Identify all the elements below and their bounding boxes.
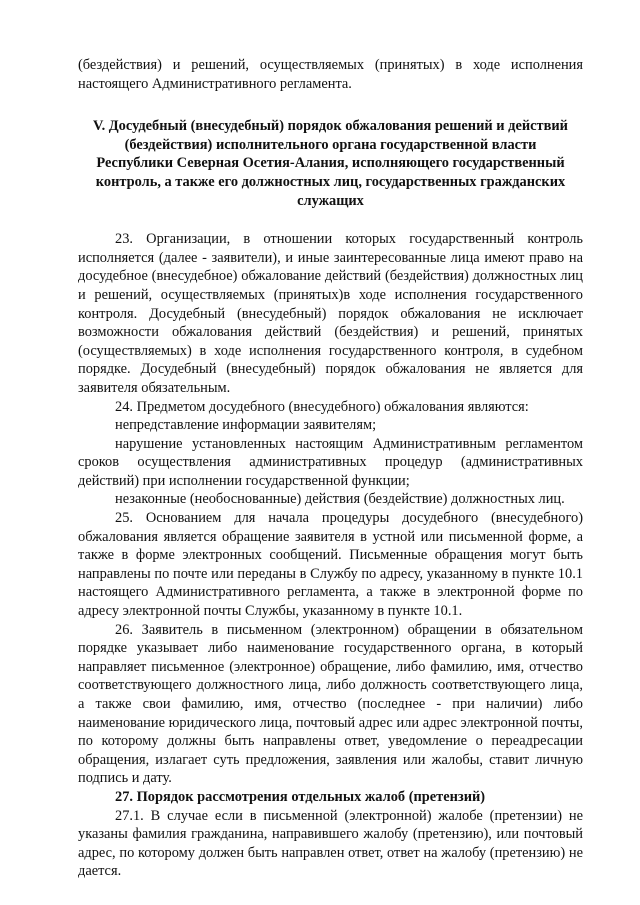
list-item-24a: непредставление информации заявителям; <box>115 417 377 434</box>
subheading-27: 27. Порядок рассмотрения отдельных жалоб (претензий) <box>115 788 486 805</box>
list-item-24c: незаконные (необоснованные) действия (бездействие) должностных лиц. <box>115 491 565 508</box>
paragraph-24: 24. Предметом досудебного (внесудебного) обжалования являются: <box>115 398 529 415</box>
paragraph-25: 25. Основанием для начала процедуры досудебного (внесудебного) обжалования является обращение заявителя в устной или письменной форме, а также в форме электронных сообщений. Письменные обращения могут быть направлены по почте или переданы в Службу по адресу, указанному в пункте 10.1 настоящего Административного регламента, а также в электронной форме по адресу электронной почты Службы, указанному в пункте 10.1. <box>78 510 583 620</box>
document-page <box>78 56 583 881</box>
paragraph-27-1: 27.1. В случае если в письменной (электронной) жалобе (претензии) не указаны фамилия гражданина, направившего жалобу (претензию), или почтовый адрес, по которому должен быть направлен ответ, ответ на жалобу (претензию) не дается. <box>78 807 583 880</box>
paragraph-23: 23. Организации, в отношении которых государственный контроль исполняется (далее - заявители), и иные заинтересованные лица имеют право на досудебное (внесудебное) обжалование действий (бездействия) должностных лиц и решений, осуществляемых (принятых)в ходе исполнения государственного контроля. Досудебный (внесудебный) порядок обжалования не исключает возможности обжалования действий (бездействия) и решений, принятых (осуществляемых) в ходе исполнения государственного контроля, в судебном порядке. Досудебный (внесудебный) порядок обжалования не является для заявителя обязательным. <box>78 231 583 396</box>
section-heading: V. Досудебный (внесудебный) порядок обжалования решений и действий (бездействия) исполнительного органа государственной власти Республики Северная Осетия-Алания, исполняющего государственный контроль, а также его должностных лиц, государственных гражданских служащих <box>93 118 568 209</box>
paragraph-26: 26. Заявитель в письменном (электронном) обращении в обязательном порядке указывает либо наименование государственного органа, в который направляет письменное (электронное) обращение, либо фамилию, имя, отчество соответствующего должностного лица, либо должность соответствующего лица, а также свои фамилию, имя, отчество (последнее - при наличии) либо наименование юридического лица, почтовый адрес или адрес электронной почты, по которому должны быть направлены ответ, уведомление о переадресации обращения, излагает суть предложения, заявления или жалобы, ставит личную подпись и дату. <box>78 621 583 787</box>
paragraph-continuation: (бездействия) и решений, осуществляемых (принятых) в ходе исполнения настоящего Административного регламента. <box>78 57 583 92</box>
list-item-24b: нарушение установленных настоящим Административным регламентом сроков осуществления административных процедур (административных действий) при исполнении государственной функции; <box>78 435 583 489</box>
